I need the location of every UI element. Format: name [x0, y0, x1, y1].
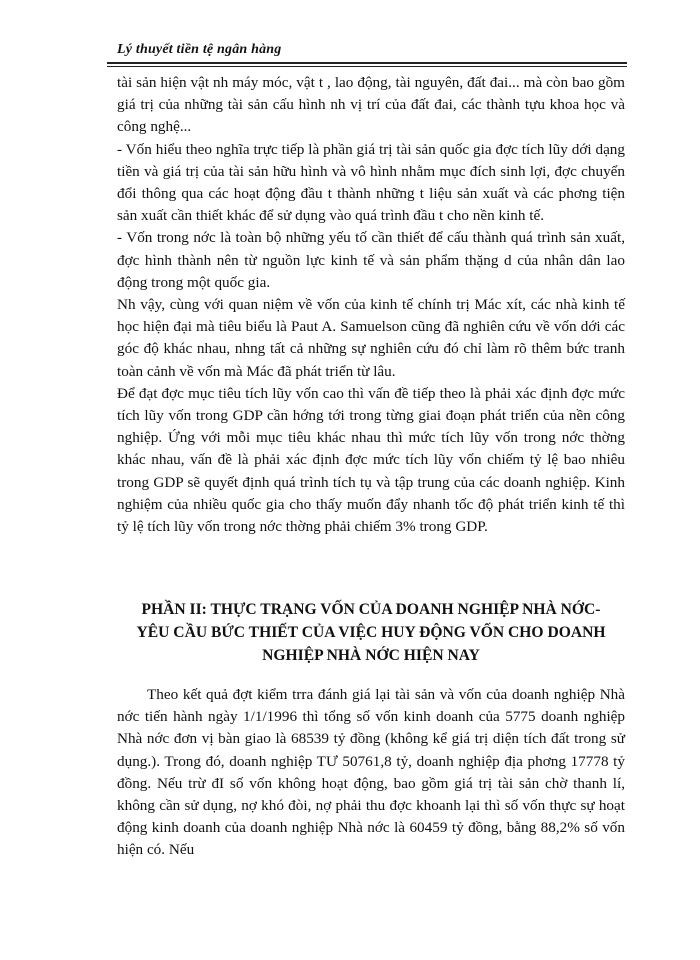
body-text — [117, 72, 625, 538]
paragraph: Để đạt đợc mục tiêu tích lũy vốn cao thì vấn đề tiếp theo là phải xác định đợc mức tích lũy vốn trong GDP cần hớng tới trong từng giai đoạn phát triển của nền công nghiệp. Ứng với mỗi mục tiêu khác nhau thì mức tích lũy vốn trong nớc thờng khác nhau, vấn đề là phải xác định đợc mức tích lũy vốn chiếm tỷ lệ bao nhiêu trong GDP sẽ quyết định quá trình tích tụ và tập trung của các doanh nghiệp. Kinh nghiệm của nhiều quốc gia cho thấy muốn đẩy nhanh tốc độ phát triển kinh tế thì tỷ lệ tích lũy vốn trong nớc thờng phải chiếm 3% trong GDP. — [117, 384, 625, 536]
section-heading-line: PHẦN II: THỰC TRẠNG VỐN CỦA DOANH NGHIỆP NHÀ NỚC- — [141, 601, 601, 618]
paragraph: - Vốn hiểu theo nghĩa trực tiếp là phần giá trị tài sản quốc gia đợc tích lũy dới dạng tiền và giá trị của tài sản hữu hình và vô hình nhằm mục đích sinh lợi, đợc chuyển đổi thông qua các hoạt động đầu t thành những t liệu sản xuất và các phơng tiện sản xuất cần thiết khác để sử dụng vào quá trình đầu t cho nền kinh tế. — [117, 140, 625, 225]
header-rule-thin — [107, 66, 627, 67]
paragraph: Theo kết quả đợt kiểm trra đánh giá lại tài sản và vốn của doanh nghiệp Nhà nớc tiến hành ngày 1/1/1996 thì tổng số vốn kinh doanh của 5775 doanh nghiệp Nhà nớc đơn vị bàn giao là 68539 tỷ đồng (không kể giá trị diện tích đất trong sử dụng.). Trong đó, doanh nghiệp TƯ 50761,8 tỷ, doanh nghiệp địa phơng 17778 tỷ đồng. Nếu trừ đI số vốn không hoạt động, bao gồm giá trị tài sản chờ thanh lí, không cần sử dụng, nợ khó đòi, nợ phải thu đợc khoanh lại thì số vốn thực sự hoạt động kinh doanh của doanh nghiệp Nhà nớc là 60459 tỷ đồng, bằng 88,2% số vốn hiện có. Nếu — [117, 686, 625, 859]
header-rule-thick — [107, 62, 627, 64]
section-heading-line: NGHIỆP NHÀ NỚC HIỆN NAY — [262, 647, 480, 664]
header-title: Lý thuyết tiền tệ ngân hàng — [117, 42, 282, 57]
section-heading-line: YÊU CẦU BỨC THIẾT CỦA VIỆC HUY ĐỘNG VỐN CHO DOANH — [136, 624, 606, 641]
paragraph: - Vốn trong nớc là toàn bộ những yếu tố cần thiết để cấu thành quá trình sản xuất, đợc hình thành nên từ nguồn lực kinh tế và sản phẩm thặng d của nhân dân lao động trong một quốc gia. — [117, 229, 625, 291]
page-header — [107, 38, 627, 68]
paragraph: Nh vậy, cùng với quan niệm về vốn của kinh tế chính trị Mác xít, các nhà kinh tế học hiện đại mà tiêu biểu là Paut A. Samuelson cũng đã nghiên cứu về vốn dới các góc độ khác nhau, nhng tất cả những sự nghiên cứu đó chỉ làm rõ thêm bức tranh toàn cảnh về vốn mà Mác đã phát triển từ lâu. — [117, 296, 625, 380]
section-heading — [117, 598, 625, 667]
paragraph: tài sản hiện vật nh máy móc, vật t , lao động, tài nguyên, đất đai... mà còn bao gồm giá trị của những tài sản cấu hình nh vị trí của đất đai, các thành tựu khoa học và công nghệ... — [117, 74, 625, 136]
section-body — [117, 684, 625, 862]
